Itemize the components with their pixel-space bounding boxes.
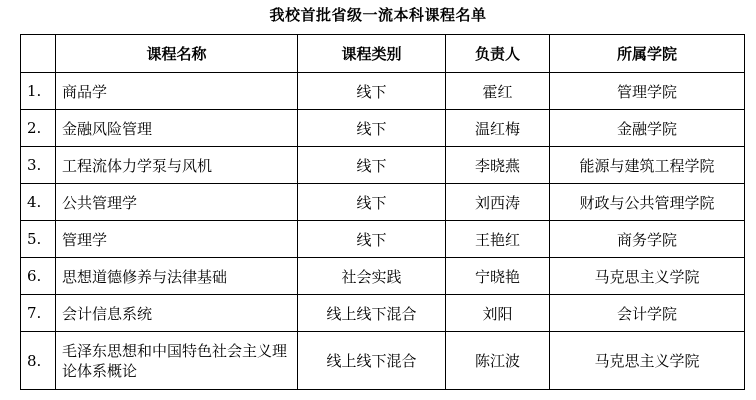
header-course-name: 课程名称 [56,35,298,73]
row-index: 8. [21,332,56,390]
course-owner: 陈江波 [446,332,550,390]
table-row [21,73,745,110]
course-owner: 刘阳 [446,295,550,332]
course-college: 财政与公共管理学院 [550,184,745,221]
header-course-type: 课程类别 [298,35,446,73]
row-index: 4. [21,184,56,221]
course-name: 管理学 [56,221,298,258]
course-type: 线下 [298,73,446,110]
course-owner: 温红梅 [446,110,550,147]
course-name: 商品学 [56,73,298,110]
course-type: 线上线下混合 [298,332,446,390]
course-college: 金融学院 [550,110,745,147]
table-row [21,258,745,295]
course-type: 线下 [298,110,446,147]
row-index: 5. [21,221,56,258]
table-row [21,332,745,390]
course-college: 管理学院 [550,73,745,110]
course-owner: 李晓燕 [446,147,550,184]
course-table [20,34,745,390]
course-college: 会计学院 [550,295,745,332]
row-index: 6. [21,258,56,295]
course-type: 社会实践 [298,258,446,295]
course-name: 毛泽东思想和中国特色社会主义理论体系概论 [56,332,298,390]
course-college: 马克思主义学院 [550,332,745,390]
header-owner: 负责人 [446,35,550,73]
row-index: 1. [21,73,56,110]
course-owner: 王艳红 [446,221,550,258]
header-college: 所属学院 [550,35,745,73]
course-type: 线上线下混合 [298,295,446,332]
course-owner: 霍红 [446,73,550,110]
table-row [21,147,745,184]
header-index [21,35,56,73]
row-index: 7. [21,295,56,332]
table-row [21,184,745,221]
course-owner: 宁晓艳 [446,258,550,295]
course-name: 思想道德修养与法律基础 [56,258,298,295]
table-row [21,295,745,332]
course-owner: 刘西涛 [446,184,550,221]
course-name: 会计信息系统 [56,295,298,332]
course-name: 公共管理学 [56,184,298,221]
row-index: 2. [21,110,56,147]
document-title: 我校首批省级一流本科课程名单 [269,6,487,24]
row-index: 3. [21,147,56,184]
course-college: 商务学院 [550,221,745,258]
course-name: 金融风险管理 [56,110,298,147]
table-row [21,221,745,258]
course-type: 线下 [298,221,446,258]
table-header-row [21,35,745,73]
table-row [21,110,745,147]
course-type: 线下 [298,147,446,184]
course-college: 马克思主义学院 [550,258,745,295]
course-type: 线下 [298,184,446,221]
course-name: 工程流体力学泵与风机 [56,147,298,184]
course-college: 能源与建筑工程学院 [550,147,745,184]
